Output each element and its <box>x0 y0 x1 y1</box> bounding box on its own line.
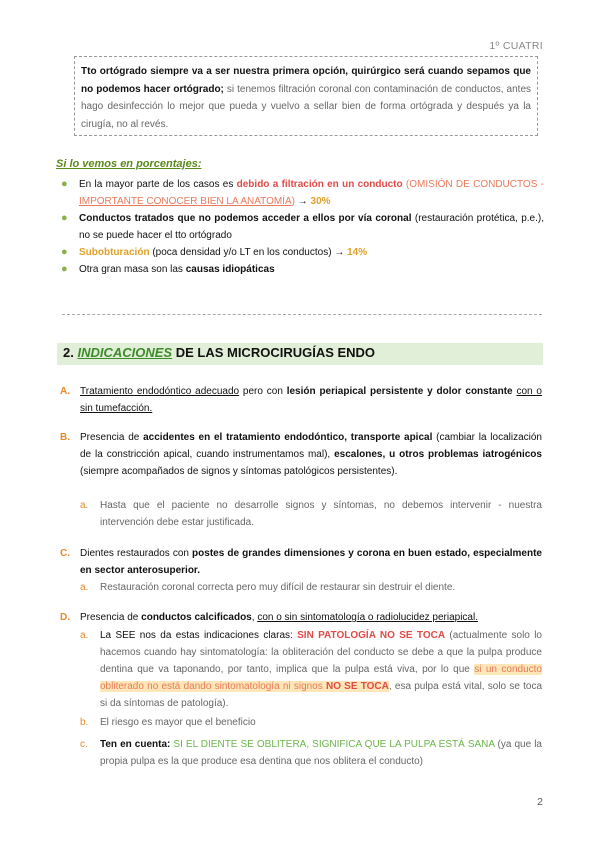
sub-green: SI EL DIENTE SE OBLITERA, SIGNIFICA QUE LA PULPA ESTÁ SANA <box>170 739 495 750</box>
page-number: 2 <box>537 796 543 808</box>
item-paren-close: ) <box>291 196 298 207</box>
sub-letter: c. <box>80 739 88 750</box>
note-bold: Tto ortógrado siempre va a ser nuestra primera opción, quirúrgico será cuando sepamos que no podemos hacer ortógrado; <box>81 66 531 95</box>
item-text: , <box>251 612 258 623</box>
list-item <box>56 210 544 244</box>
item-letter: C. <box>60 548 70 559</box>
item-text: Presencia de <box>80 432 144 443</box>
divider <box>62 314 542 315</box>
indication-c <box>60 545 542 579</box>
sub-letter: a. <box>80 582 89 593</box>
sub-text: (actualmente solo lo hacemos cuando hay sintomatología: la obliteración del conducto se debe a que la pulpa produce dentina que va taponando, por tanto, implica que la pulpa está viva, por lo que <box>100 630 542 675</box>
item-text: pero con <box>239 386 287 397</box>
sub-text: Hasta que el paciente no desarrolle signos y síntomas, no debemos intervenir - nuestra intervención debe estar justificada. <box>100 500 542 528</box>
item-text: En la mayor parte de los casos es <box>79 179 237 190</box>
item-bold: Conductos tratados que no podemos acceder a ellos por vía coronal <box>79 213 412 224</box>
item-underlined: con o sin tumefacción. <box>80 386 542 414</box>
item-percentage: 14% <box>347 247 368 258</box>
sub-text: , esa pulpa está vital, solo se toca si da síntomas de patología). <box>100 681 543 709</box>
sub-text: El riesgo es mayor que el beneficio <box>100 717 256 728</box>
sub-text: La SEE nos da estas indicaciones claras: <box>100 630 298 641</box>
sub-highlight-bold: NO SE TOCA <box>325 681 389 692</box>
item-bold: conductos calcificados <box>141 612 252 623</box>
item-bold: causas idiopáticas <box>185 264 275 275</box>
item-highlight: Subobturación <box>79 247 150 258</box>
indication-b-sub-a <box>80 497 542 531</box>
sub-text: (ya que la propia pulpa es la que produce esa dentina que nos oblitera el conducto) <box>100 739 542 767</box>
bullet-icon: ● <box>61 246 68 258</box>
bullet-icon: ● <box>61 212 68 224</box>
indication-d-sub-c <box>80 736 542 770</box>
item-bold: escalones, u otros problemas iatrogénicos <box>334 449 542 460</box>
item-bold: lesión periapical persistente y dolor constante <box>286 386 513 397</box>
sub-red: SIN PATOLOGÍA NO SE TOCA <box>297 630 446 641</box>
item-underlined: Tratamiento endodóntico adecuado <box>80 386 240 397</box>
sub-letter: a. <box>80 500 89 511</box>
item-text: Otra gran masa son las <box>79 264 186 275</box>
note-box <box>74 56 538 136</box>
note-thin: si tenemos filtración coronal con contaminación de conductos, antes hago desinfección lo mejor que pueda y vuelvo a sellar bien de forma ortógrada y después ya la cirugía, no al revés. <box>81 83 532 130</box>
item-percentage: 30% <box>310 196 331 207</box>
section-number: 2. <box>63 345 74 360</box>
indication-d-sub-b <box>80 714 542 731</box>
item-text: (poca densidad y/o LT en los conductos) <box>149 247 335 258</box>
percentages-heading: Si lo vemos en porcentajes: <box>56 158 202 170</box>
indication-c-sub-a <box>80 579 542 596</box>
section-title-green: INDICACIONES <box>77 345 173 360</box>
section-title-rest: DE LAS MICROCIRUGÍAS ENDO <box>172 345 376 360</box>
item-letter: B. <box>60 432 70 443</box>
arrow-icon: → <box>297 196 311 207</box>
arrow-icon: → <box>334 247 348 258</box>
bullet-icon: ● <box>61 178 68 190</box>
item-text: (restauración protética, p.e.), no se puede hacer el tto ortógrado <box>79 213 544 241</box>
section-heading <box>57 343 543 365</box>
indication-d-sub-a <box>80 627 542 712</box>
item-text: (cambiar la localización de la constricción apical, cuando instrumentamos mal), <box>80 432 542 460</box>
item-letter: D. <box>60 612 70 623</box>
header-term: 1º CUATRI <box>489 40 543 52</box>
item-paren: (OMISIÓN DE CONDUCTOS - <box>402 179 544 190</box>
indication-b <box>60 429 542 480</box>
sub-letter: a. <box>80 630 89 641</box>
item-text: Dientes restaurados con <box>80 548 193 559</box>
percentages-list <box>56 176 544 278</box>
item-bold: postes de grandes dimensiones y corona en buen estado, especialmente en sector anterosuperior. <box>80 548 542 576</box>
item-text: (siempre acompañados de signos y síntomas patológicos persistentes). <box>80 466 398 477</box>
sub-letter: b. <box>80 717 89 728</box>
sub-text: Restauración coronal correcta pero muy difícil de restaurar sin destruir el diente. <box>100 582 456 593</box>
item-underlined: con o sin sintomatología o radiolucidez periapical. <box>257 612 478 623</box>
item-highlight: debido a filtración en un conducto <box>236 179 403 190</box>
list-item <box>56 176 544 210</box>
item-bold: accidentes en el tratamiento endodóntico, transporte apical <box>143 432 433 443</box>
indication-d <box>60 609 542 626</box>
item-text: Presencia de <box>80 612 142 623</box>
list-item <box>56 244 544 261</box>
sub-highlight: si un conducto obliterado no está dando sintomatología ni signos <box>100 664 542 692</box>
bullet-icon: ● <box>61 263 68 275</box>
list-item <box>56 261 544 278</box>
sub-bold: Ten en cuenta: <box>100 739 171 750</box>
item-paren-underlined: IMPORTANTE CONOCER BIEN LA ANATOMÍA <box>79 196 292 207</box>
indication-a <box>60 383 542 417</box>
item-letter: A. <box>60 386 70 397</box>
